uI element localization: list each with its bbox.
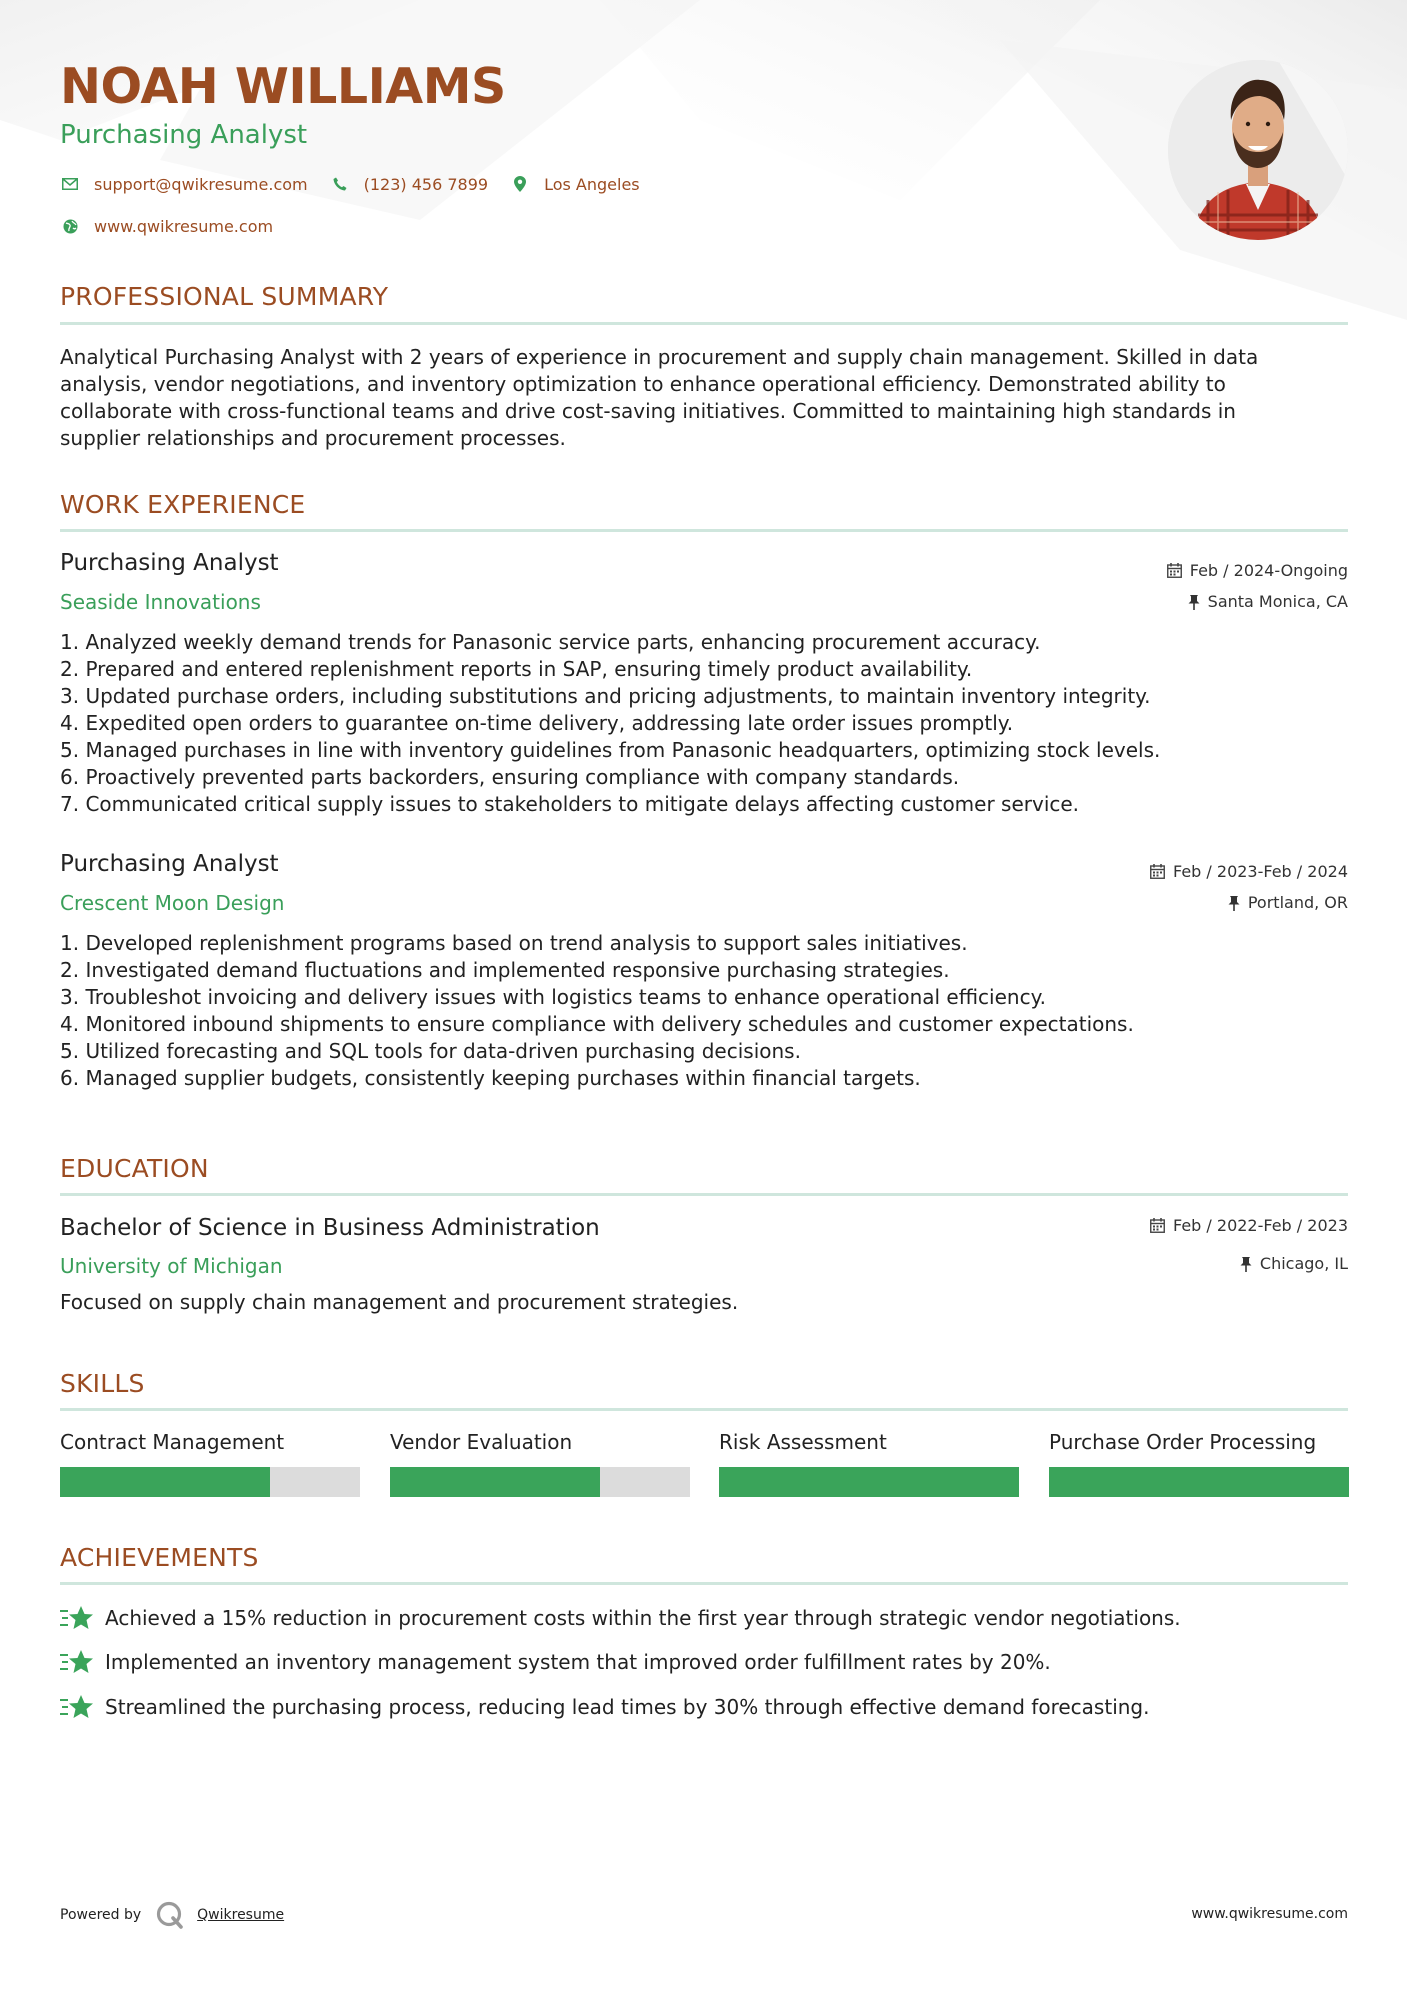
contact-phone[interactable] [330,174,488,194]
list-item: 4. Monitored inbound shipments to ensure compliance with delivery schedules and customer expectations. [60,1012,1134,1036]
skill-bar-fill [719,1467,1019,1497]
star-badge-icon [60,1693,94,1721]
summary-line: analysis, vendor negotiations, and inventory optimization to enhance operational efficiency. Demonstrated ability to [60,372,1226,396]
candidate-name: NOAH WILLIAMS [60,58,506,115]
location-text: Los Angeles [544,174,640,194]
degree-title: Bachelor of Science in Business Administration [60,1215,600,1241]
summary-line: collaborate with cross-functional teams and drive cost-saving initiatives. Committed to maintaining high standards in [60,399,1236,423]
list-item: 3. Updated purchase orders, including substitutions and pricing adjustments, to maintain inventory integrity. [60,684,1151,708]
list-item: 6. Proactively prevented parts backorders, ensuring compliance with company standards. [60,765,960,789]
profile-photo [1168,60,1348,240]
achievement-text: Implemented an inventory management system that improved order fulfillment rates by 20%. [105,1650,1051,1674]
globe-icon [60,216,80,236]
star-badge-icon [60,1604,94,1632]
email-text: support@qwikresume.com [94,174,308,194]
summary-divider [60,322,1348,325]
website-row[interactable] [60,216,273,236]
skill-bar-fill [390,1467,600,1497]
education-heading: EDUCATION [60,1154,209,1183]
job-company: Crescent Moon Design [60,891,285,915]
summary-line: Analytical Purchasing Analyst with 2 years of experience in procurement and supply chain management. Skilled in data [60,345,1259,369]
achievements-divider [60,1582,1348,1585]
summary-heading: PROFESSIONAL SUMMARY [60,282,389,311]
phone-text: (123) 456 7899 [363,174,489,194]
summary-text [60,344,1350,452]
skill-item [1049,1430,1349,1454]
pushpin-icon [1228,895,1240,911]
skill-bar-fill [1049,1467,1349,1497]
website-text: www.qwikresume.com [94,216,274,236]
powered-by-label: Powered by [60,1907,142,1923]
summary-line: supplier relationships and procurement processes. [60,426,566,450]
education-dates [1150,1216,1348,1235]
skills-heading: SKILLS [60,1369,145,1398]
job-bullets [60,629,1350,818]
person-avatar-icon [1168,60,1348,240]
skill-item [60,1430,360,1454]
experience-divider [60,529,1348,532]
achievement-item [60,1648,1051,1676]
achievement-text: Streamlined the purchasing process, reducing lead times by 30% through effective demand forecasting. [105,1695,1150,1719]
achievements-heading: ACHIEVEMENTS [60,1543,259,1572]
contact-row [60,174,662,194]
education-location-text: Chicago, IL [1259,1254,1348,1273]
contact-email[interactable] [60,174,308,194]
footer-powered-by [60,1900,284,1930]
experience-heading: WORK EXPERIENCE [60,490,306,519]
list-item: 6. Managed supplier budgets, consistently keeping purchases within financial targets. [60,1066,921,1090]
skill-label: Purchase Order Processing [1049,1430,1317,1454]
job-title: Purchasing Analyst [60,550,279,576]
job-location-text: Santa Monica, CA [1207,592,1348,611]
skills-divider [60,1408,1348,1411]
job-dates [1150,862,1348,881]
skill-bar-fill [60,1467,270,1497]
qwikresume-logo-icon [155,1900,185,1930]
skill-label: Vendor Evaluation [390,1430,573,1454]
job-location [1188,592,1348,611]
achievement-text: Achieved a 15% reduction in procurement costs within the first year through strategic vendor negotiations. [105,1606,1181,1630]
education-description: Focused on supply chain management and procurement strategies. [60,1290,739,1314]
skill-label: Contract Management [60,1430,285,1454]
phone-icon [330,174,350,194]
job-location [1228,893,1348,912]
list-item: 4. Expedited open orders to guarantee on-time delivery, addressing late order issues promptly. [60,711,1014,735]
list-item: 2. Prepared and entered replenishment reports in SAP, ensuring timely product availability. [60,657,973,681]
calendar-icon [1167,563,1182,578]
job-dates-text: Feb / 2023-Feb / 2024 [1173,862,1348,881]
skill-item [390,1430,690,1454]
skill-label: Risk Assessment [719,1430,887,1454]
calendar-icon [1150,864,1165,879]
list-item: 1. Analyzed weekly demand trends for Panasonic service parts, enhancing procurement accuracy. [60,630,1041,654]
list-item: 3. Troubleshot invoicing and delivery issues with logistics teams to enhance operational efficiency. [60,985,1046,1009]
school-name: University of Michigan [60,1254,283,1278]
job-title: Purchasing Analyst [60,851,279,877]
list-item: 1. Developed replenishment programs based on trend analysis to support sales initiatives. [60,931,968,955]
achievement-item [60,1604,1181,1632]
skill-bar [1049,1467,1349,1497]
star-badge-icon [60,1648,94,1676]
job-dates-text: Feb / 2024-Ongoing [1189,561,1348,580]
candidate-title: Purchasing Analyst [60,120,308,150]
job-bullets [60,930,1350,1092]
skill-bar [390,1467,690,1497]
pushpin-icon [1240,1256,1252,1272]
job-dates [1167,561,1348,580]
list-item: 7. Communicated critical supply issues to stakeholders to mitigate delays affecting customer service. [60,792,1080,816]
mail-icon [60,174,80,194]
job-company: Seaside Innovations [60,590,261,614]
education-location [1240,1254,1348,1273]
job-location-text: Portland, OR [1247,893,1348,912]
qwikresume-link[interactable]: Qwikresume [197,1907,285,1923]
skill-bar [719,1467,1019,1497]
calendar-icon [1150,1218,1165,1233]
education-divider [60,1193,1348,1196]
map-pin-icon [510,174,530,194]
list-item: 5. Managed purchases in line with inventory guidelines from Panasonic headquarters, optimizing stock levels. [60,738,1161,762]
footer-website[interactable]: www.qwikresume.com [1191,1906,1348,1922]
education-dates-text: Feb / 2022-Feb / 2023 [1173,1216,1348,1235]
achievement-item [60,1693,1149,1721]
list-item: 5. Utilized forecasting and SQL tools for data-driven purchasing decisions. [60,1039,801,1063]
skill-item [719,1430,1019,1454]
contact-location [510,174,640,194]
skill-bar [60,1467,360,1497]
list-item: 2. Investigated demand fluctuations and implemented responsive purchasing strategies. [60,958,950,982]
pushpin-icon [1188,594,1200,610]
